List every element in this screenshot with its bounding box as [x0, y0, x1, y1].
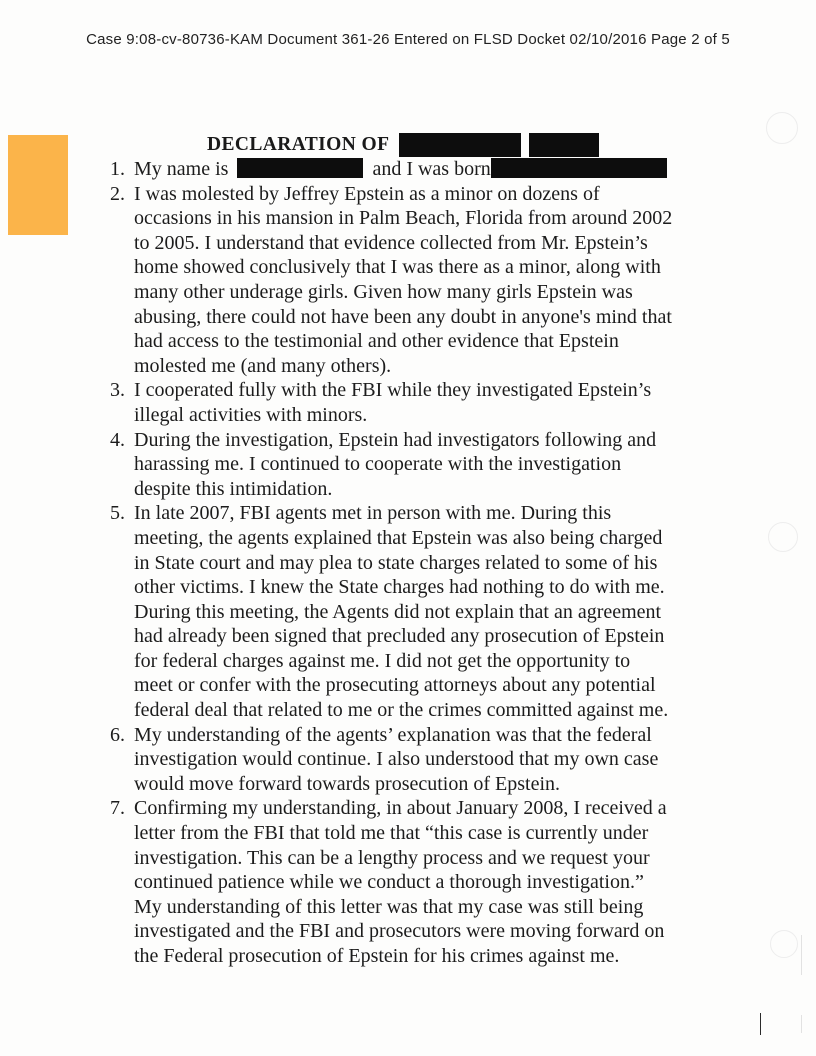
item-line: the Federal prosecution of Epstein for his crimes against me.: [134, 945, 620, 967]
item-line: meeting, the agents explained that Epstein was also being charged: [134, 526, 663, 549]
declaration-item-6: [110, 723, 750, 797]
item-line: to 2005. I understand that evidence collected from Mr. Epstein’s: [134, 231, 648, 254]
scan-edge-line: [760, 1013, 761, 1035]
item-line: Confirming my understanding, in about January 2008, I received a: [134, 797, 667, 820]
item-number: 3.: [110, 379, 125, 402]
item-line: investigation. This can be a lengthy process and we request your: [134, 846, 650, 869]
item-line: had already been signed that precluded any prosecution of Epstein: [134, 625, 665, 648]
item-line: other victims. I knew the State charges had nothing to do with me.: [134, 576, 665, 599]
item-line: During the investigation, Epstein had investigators following and: [134, 428, 657, 451]
item-line: many other underage girls. Given how many girls Epstein was: [134, 280, 633, 303]
item-number: 6.: [110, 723, 125, 746]
item-line: I cooperated fully with the FBI while they investigated Epstein’s: [134, 379, 652, 402]
hole-punch-mark: [766, 112, 798, 144]
item-number: 5.: [110, 502, 125, 525]
item-line: During this meeting, the Agents did not explain that an agreement: [134, 600, 662, 623]
item-line: [134, 157, 750, 182]
redaction-block: [237, 158, 363, 178]
item-line: investigation would continue. I also understood that my own case: [134, 748, 659, 771]
declaration-item-5: [110, 501, 750, 722]
item-line: home showed conclusively that I was there as a minor, along with: [134, 256, 661, 279]
item-number: 2.: [110, 182, 125, 205]
item-line: molested me (and many others).: [134, 354, 392, 377]
item-number: 1.: [110, 158, 125, 180]
hole-punch-mark: [770, 930, 798, 958]
item-line: federal deal that related to me or the crimes committed against me.: [134, 699, 669, 722]
item-text: and I was born: [372, 158, 491, 180]
item-line: I was molested by Jeffrey Epstein as a minor on dozens of: [134, 182, 600, 205]
scan-edge-line: [801, 1015, 802, 1033]
redaction-block: [399, 133, 521, 157]
item-line: despite this intimidation.: [134, 477, 333, 500]
declaration-item-4: [110, 428, 750, 502]
item-line: had access to the testimonial and other evidence that Epstein: [134, 330, 619, 353]
item-number: 4.: [110, 428, 125, 451]
item-line: harassing me. I continued to cooperate with the investigation: [134, 453, 622, 476]
declaration-list: [110, 157, 750, 969]
item-line: investigated and the FBI and prosecutors were moving forward on: [134, 920, 665, 943]
item-line: illegal activities with minors.: [134, 403, 368, 426]
item-line: My understanding of this letter was that my case was still being: [134, 895, 644, 918]
item-line: for federal charges against me. I did not get the opportunity to: [134, 649, 631, 672]
item-line: would move forward towards prosecution of Epstein.: [134, 772, 561, 795]
declaration-item-1: [110, 157, 750, 182]
item-line: My understanding of the agents’ explanation was that the federal: [134, 723, 652, 746]
item-line: continued patience while we conduct a thorough investigation.”: [134, 871, 644, 894]
declaration-title: DECLARATION OF: [207, 134, 390, 155]
scan-edge-line: [801, 935, 802, 975]
item-line: meet or confer with the prosecuting attorneys about any potential: [134, 674, 656, 697]
item-number: 7.: [110, 797, 125, 820]
declaration-title-row: [207, 133, 599, 159]
declaration-item-2: [110, 182, 750, 379]
item-line: abusing, there could not have been any doubt in anyone's mind that: [134, 305, 672, 328]
declaration-item-3: [110, 378, 750, 427]
item-text: My name is: [134, 158, 229, 180]
item-line: in State court and may plea to state charges related to some of his: [134, 551, 658, 574]
redaction-block: [491, 158, 667, 178]
redaction-block: [529, 133, 599, 157]
hole-punch-mark: [768, 522, 798, 552]
exhibit-tab: [8, 135, 68, 235]
item-line: letter from the FBI that told me that “this case is currently under: [134, 822, 649, 845]
case-header: Case 9:08-cv-80736-KAM Document 361-26 Entered on FLSD Docket 02/10/2016 Page 2 of 5: [86, 31, 730, 48]
item-line: In late 2007, FBI agents met in person with me. During this: [134, 502, 612, 525]
declaration-item-7: [110, 796, 750, 968]
item-line: occasions in his mansion in Palm Beach, Florida from around 2002: [134, 207, 673, 230]
